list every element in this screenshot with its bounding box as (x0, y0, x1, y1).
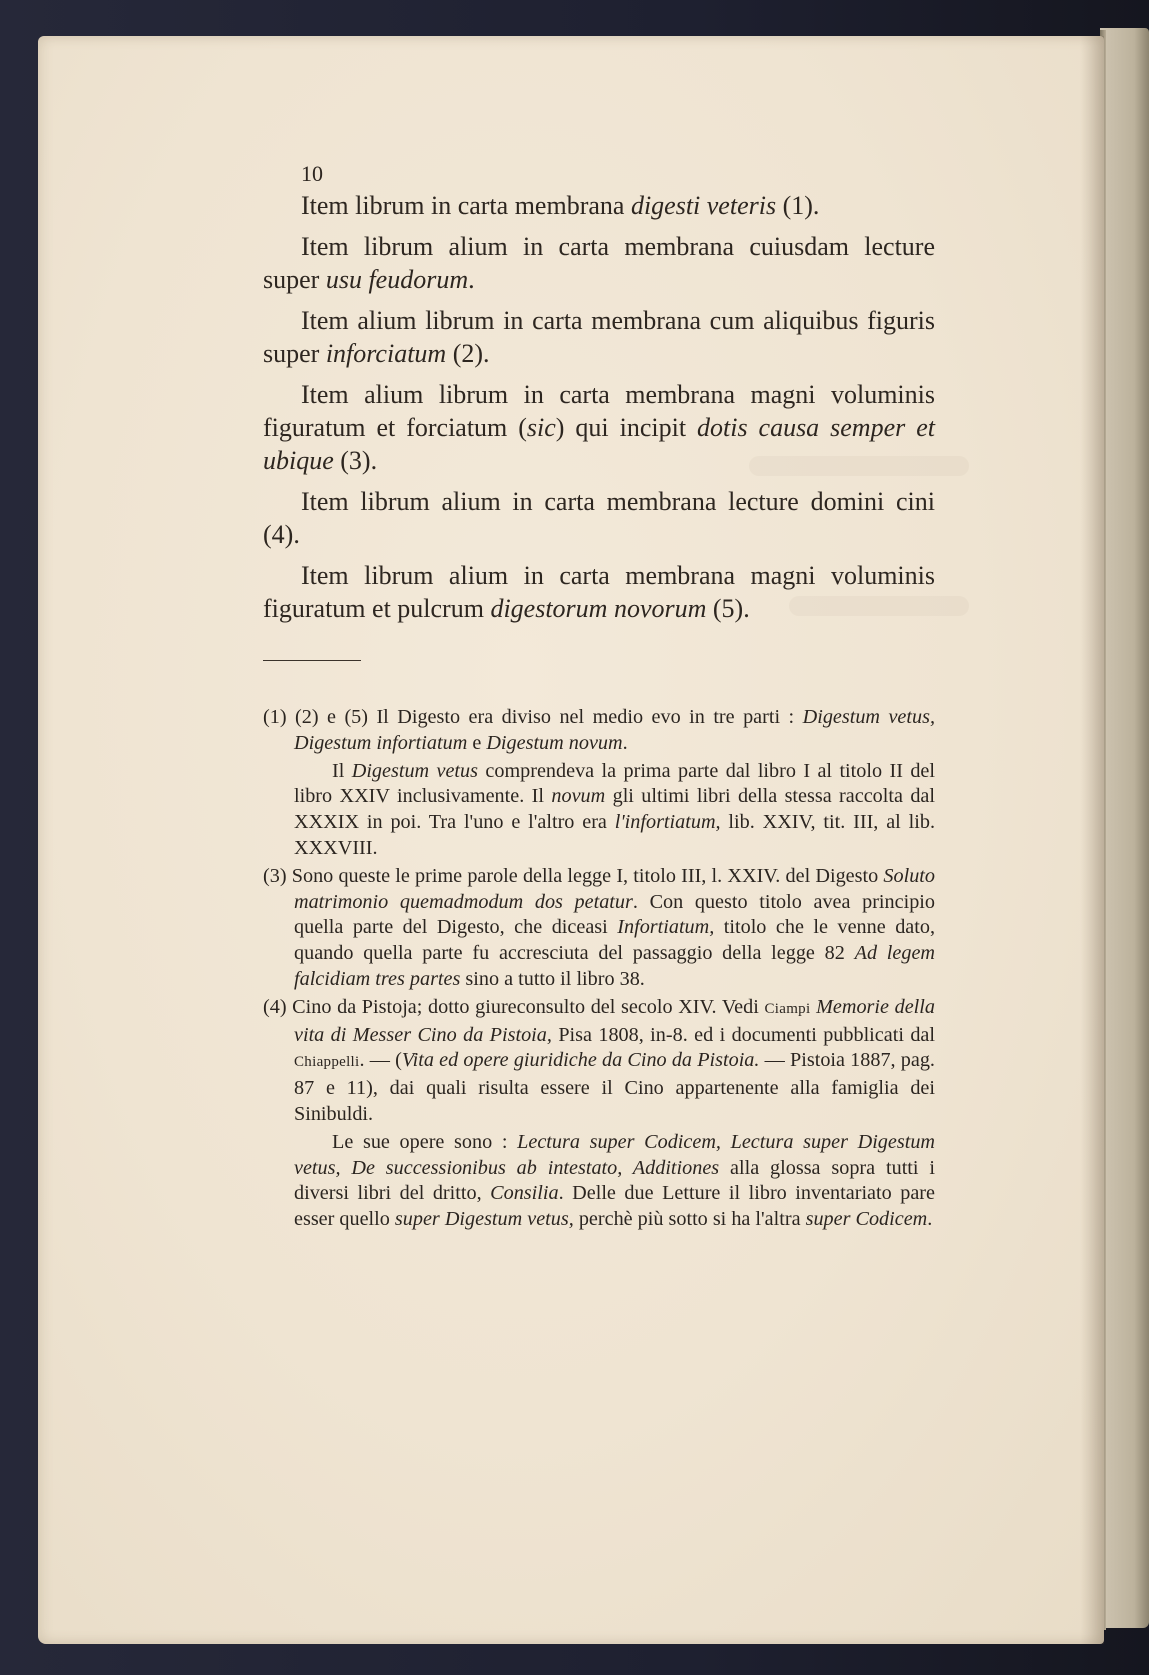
text-run: (1). (776, 191, 820, 220)
italic-run: dotis causa semper et ubique (263, 413, 935, 475)
text-run: Item librum in carta membrana (301, 191, 631, 220)
smallcaps-author: Ciampi (764, 1000, 811, 1017)
paragraph (263, 189, 935, 222)
paragraph (263, 559, 935, 625)
paragraph (263, 230, 935, 296)
text-run: sino a tutto il libro 38. (460, 967, 645, 990)
text-run: . (927, 1208, 933, 1231)
italic-run: l'infortiatum, (614, 811, 721, 834)
italic-run: sic (526, 413, 556, 442)
text-block (263, 161, 935, 1235)
text-run: . Con questo titolo avea principio quella parte del Digesto, che diceasi (294, 890, 935, 939)
text-run: (4) Cino da Pistoja; dotto giureconsulto del secolo XIV. Vedi (263, 995, 765, 1018)
paragraph (263, 378, 935, 477)
text-run: Item alium librum in carta membrana cum aliquibus figuris super (263, 306, 935, 368)
text-run: (5). (706, 594, 750, 623)
footnote-rule (263, 660, 361, 661)
italic-run: Ad legem falcidiam tres partes (294, 942, 935, 990)
text-run: . — ( (359, 1049, 402, 1072)
text-run: Le sue opere sono : (332, 1130, 518, 1153)
italic-run: super Digestum vetus, (394, 1208, 574, 1231)
text-run: gli ultimi libri della stessa raccolta dal XXXIX in poi. Tra l'uno e l'altro era (294, 785, 935, 834)
text-run: (1) (2) e (5) Il Digesto era diviso nel medio evo in tre parti : (263, 706, 803, 728)
italic-run: Digestum vetus, Digestum infortiatum (294, 706, 935, 754)
text-run: Item librum alium in carta membrana magni voluminis figuratum et pulcrum (263, 561, 935, 623)
italic-run: digestorum novorum (490, 594, 707, 623)
italic-run: Vita ed opere giuridiche da Cino da Pistoia. (401, 1049, 760, 1072)
text-run: ) qui incipit (555, 413, 697, 442)
footnote-continuation (263, 1130, 935, 1233)
italic-run: Soluto matrimonio quemadmodum dos petatur (294, 864, 935, 913)
text-run: . (622, 731, 628, 754)
next-page-edge (1100, 28, 1149, 1628)
footnote (263, 995, 935, 1128)
italic-run: usu feudorum (325, 265, 469, 294)
text-run: e (467, 731, 487, 754)
text-run: titolo che le venne dato, quando quella parte fu accresciuta del passaggio della legge 82 (294, 916, 935, 965)
text-run: alla glossa sopra tutti i diversi libri del dritto, (294, 1156, 935, 1205)
page-number: 10 (301, 161, 323, 186)
text-run: (2). (446, 339, 490, 368)
text-run: perchè più sotto si ha l'altra (573, 1208, 806, 1231)
text-run: Item librum alium in carta membrana lecture domini cini (4). (263, 487, 935, 549)
text-run: (3). (333, 446, 378, 475)
text-run: Pisa 1808, in-8. ed i documenti pubblicati dal (551, 1023, 935, 1046)
text-run: . (468, 265, 475, 294)
italic-run: inforciatum (325, 339, 447, 368)
italic-run: Infortiatum, (617, 916, 715, 939)
text-run: (3) Sono queste le prime parole della legge I, titolo III, l. XXIV. del Digesto (263, 864, 884, 887)
italic-run: Consilia (490, 1182, 559, 1205)
paragraph (263, 485, 935, 551)
text-run: Il (332, 759, 352, 782)
footnotes (263, 705, 935, 1233)
text-run: . Delle due Letture il libro inventariato pare esser quello (294, 1182, 935, 1231)
smallcaps-author: Chiappelli (294, 1054, 360, 1071)
text-run: Item librum alium in carta membrana cuiusdam lecture super (263, 232, 935, 294)
italic-run: Digestum novum (486, 731, 623, 754)
italic-run: Memorie della vita di Messer Cino da Pistoia, (294, 995, 935, 1046)
italic-run: novum (551, 785, 606, 808)
paragraph (263, 304, 935, 370)
italic-run: super Codicem (805, 1208, 928, 1231)
text-run: — Pistoia 1887, pag. 87 e 11), dai quali risulta essere il Cino appartenente alla famiglia dei Sinibuldi. (294, 1049, 935, 1125)
italic-run: digesti veteris (630, 191, 777, 220)
text-run: lib. XXIV, tit. III, al lib. XXXVIII. (294, 811, 935, 859)
text-run: comprendeva la prima parte dal libro I al titolo II del libro XXIV inclusivamente. Il (294, 759, 935, 808)
footnote (263, 864, 935, 993)
footnote-continuation (263, 759, 935, 862)
italic-run: Digestum vetus (351, 759, 478, 782)
footnote (263, 705, 935, 757)
italic-run: Lectura super Codicem, Lectura super Digestum vetus, De successionibus ab intestato, Additiones (294, 1130, 935, 1179)
text-run: Item alium librum in carta membrana magni voluminis figuratum et forciatum ( (263, 380, 935, 442)
spine-shadow (1080, 36, 1104, 1644)
